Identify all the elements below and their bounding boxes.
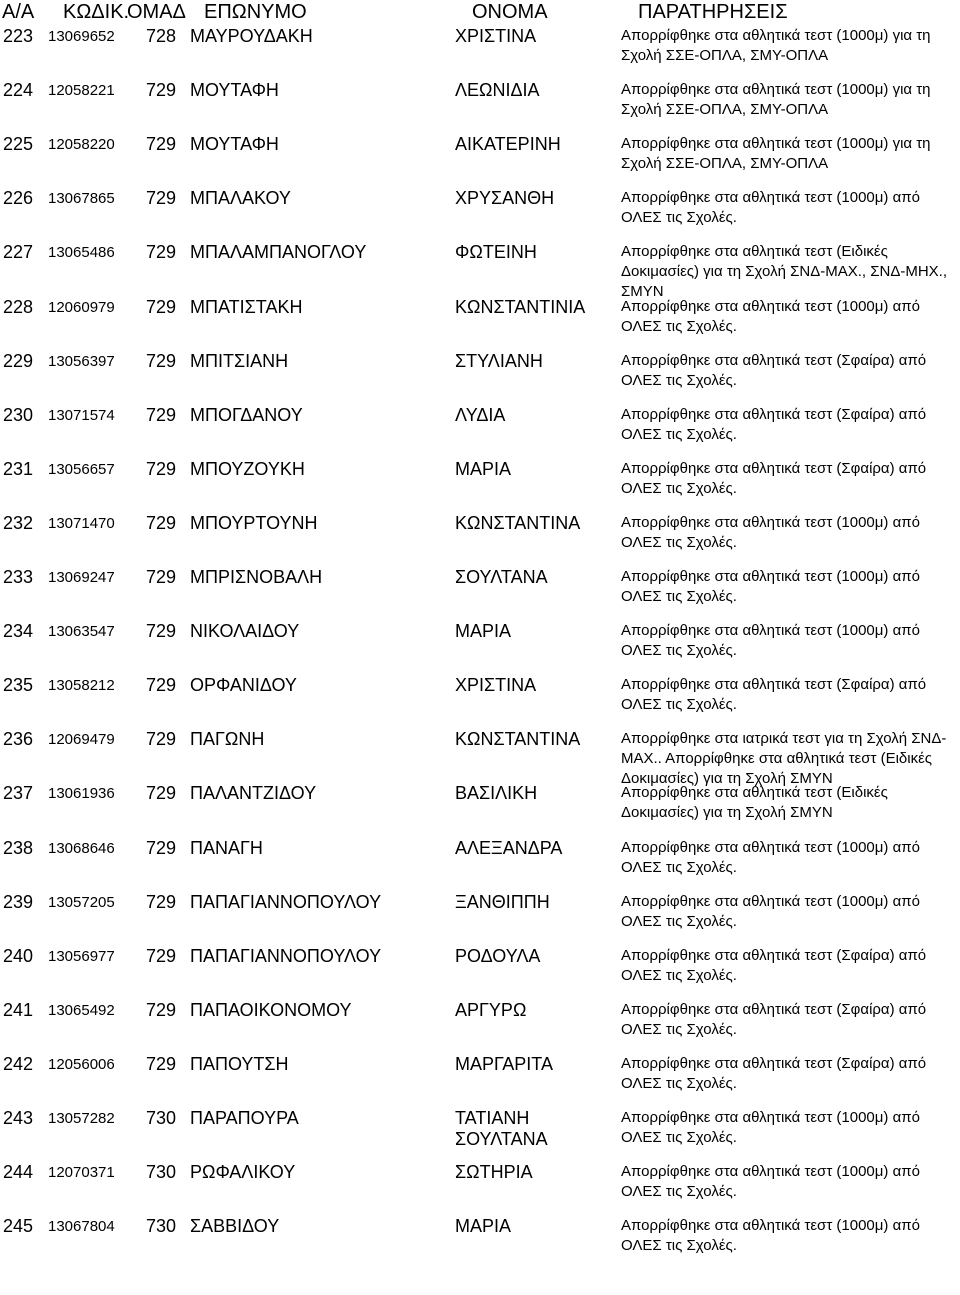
cell-paratiriseis: Απορρίφθηκε στα αθλητικά τεστ (Σφαίρα) από ΟΛΕΣ τις Σχολές. xyxy=(621,405,927,443)
cell-eponymo: ΜΑΥΡΟΥΔΑΚΗ xyxy=(190,26,313,46)
cell-kodikos: 12070371 xyxy=(48,1164,115,1182)
cell-omada: 730 xyxy=(146,1162,177,1183)
cell-omada: 729 xyxy=(146,945,177,966)
cell-kodikos: 13057205 xyxy=(48,893,115,911)
cell-omada: 729 xyxy=(146,675,177,696)
cell-aa: 224 xyxy=(3,80,34,101)
cell-kodikos: 12056006 xyxy=(48,1055,115,1073)
cell-aa: 245 xyxy=(3,1216,34,1237)
cell-aa: 240 xyxy=(3,945,34,966)
table-row xyxy=(0,729,960,788)
table-row xyxy=(0,1108,960,1162)
cell-paratiriseis: Απορρίφθηκε στα αθλητικά τεστ (1000μ) από ΟΛΕΣ τις Σχολές. xyxy=(621,513,920,551)
table-row xyxy=(0,297,960,351)
cell-kodikos: 13061936 xyxy=(48,785,115,803)
table-row xyxy=(0,1000,960,1054)
cell-eponymo: ΜΠΟΥΡΤΟΥΝΗ xyxy=(190,512,318,533)
cell-eponymo: ΠΑΠΑΟΙΚΟΝΟΜΟΥ xyxy=(190,999,352,1020)
cell-omada: 728 xyxy=(146,26,177,46)
cell-aa: 244 xyxy=(3,1162,34,1183)
cell-eponymo: ΜΟΥΤΑΦΗ xyxy=(190,80,279,101)
cell-paratiriseis: Απορρίφθηκε στα αθλητικά τεστ (Σφαίρα) από ΟΛΕΣ τις Σχολές. xyxy=(621,459,927,497)
cell-aa: 234 xyxy=(3,621,34,642)
cell-eponymo: ΝΙΚΟΛΑΙΔΟΥ xyxy=(190,621,300,642)
cell-eponymo: ΜΠΑΛΑΜΠΑΝΟΓΛΟΥ xyxy=(190,242,367,263)
cell-onoma: ΧΡΥΣΑΝΘΗ xyxy=(455,188,555,209)
cell-paratiriseis: Απορρίφθηκε στα αθλητικά τεστ (1000μ) από ΟΛΕΣ τις Σχολές. xyxy=(621,892,920,930)
cell-onoma: ΜΑΡΙΑ xyxy=(455,621,512,642)
table-row xyxy=(0,26,960,80)
cell-kodikos: 13065492 xyxy=(48,1001,115,1019)
cell-paratiriseis: Απορρίφθηκε στα αθλητικά τεστ (1000μ) από ΟΛΕΣ τις Σχολές. xyxy=(621,622,920,660)
table-row xyxy=(0,946,960,1000)
cell-paratiriseis: Απορρίφθηκε στα αθλητικά τεστ (Σφαίρα) από ΟΛΕΣ τις Σχολές. xyxy=(621,946,927,984)
header-onoma: ΟΝΟΜΑ xyxy=(472,1,548,23)
cell-aa: 226 xyxy=(3,188,34,209)
cell-aa: 223 xyxy=(3,26,34,46)
cell-paratiriseis: Απορρίφθηκε στα αθλητικά τεστ (1000μ) για τη Σχολή ΣΣΕ-ΟΠΛΑ, ΣΜΥ-ΟΠΛΑ xyxy=(621,135,931,173)
cell-eponymo: ΣΑΒΒΙΔΟΥ xyxy=(190,1216,280,1237)
table-row xyxy=(0,783,960,837)
table-row xyxy=(0,80,960,134)
cell-aa: 231 xyxy=(3,458,34,479)
cell-aa: 243 xyxy=(3,1108,34,1128)
cell-kodikos: 13067865 xyxy=(48,190,115,208)
cell-paratiriseis: Απορρίφθηκε στα αθλητικά τεστ (1000μ) από ΟΛΕΣ τις Σχολές. xyxy=(621,838,920,876)
table-row xyxy=(0,188,960,242)
cell-paratiriseis: Απορρίφθηκε στα αθλητικά τεστ (1000μ) από ΟΛΕΣ τις Σχολές. xyxy=(621,1163,920,1201)
cell-eponymo: ΠΑΠΑΓΙΑΝΝΟΠΟΥΛΟΥ xyxy=(190,891,382,912)
cell-kodikos: 12058220 xyxy=(48,136,115,154)
table-header xyxy=(0,0,960,26)
cell-aa: 230 xyxy=(3,404,34,425)
cell-omada: 729 xyxy=(146,783,177,804)
cell-eponymo: ΠΑΠΑΓΙΑΝΝΟΠΟΥΛΟΥ xyxy=(190,945,382,966)
cell-eponymo: ΜΠΑΤΙΣΤΑΚΗ xyxy=(190,296,303,317)
cell-onoma: ΑΡΓΥΡΩ xyxy=(455,999,527,1020)
cell-eponymo: ΠΑΠΟΥΤΣΗ xyxy=(190,1053,289,1074)
cell-omada: 729 xyxy=(146,729,177,750)
cell-aa: 238 xyxy=(3,837,34,858)
cell-eponymo: ΜΠΟΥΖΟΥΚΗ xyxy=(190,458,305,479)
cell-paratiriseis: Απορρίφθηκε στα αθλητικά τεστ (1000μ) από ΟΛΕΣ τις Σχολές. xyxy=(621,297,920,335)
cell-eponymo: ΠΑΡΑΠΟΥΡΑ xyxy=(190,1108,299,1128)
cell-onoma: ΜΑΡΙΑ xyxy=(455,458,512,479)
cell-omada: 729 xyxy=(146,1053,177,1074)
cell-omada: 729 xyxy=(146,404,177,425)
cell-onoma: ΚΩΝΣΤΑΝΤΙΝΑ xyxy=(455,512,581,533)
cell-kodikos: 12069479 xyxy=(48,731,115,749)
cell-paratiriseis: Απορρίφθηκε στα αθλητικά τεστ (Σφαίρα) από ΟΛΕΣ τις Σχολές. xyxy=(621,676,927,714)
cell-paratiriseis: Απορρίφθηκε στα αθλητικά τεστ (1000μ) από ΟΛΕΣ τις Σχολές. xyxy=(621,568,920,605)
cell-onoma: ΣΟΥΛΤΑΝΑ xyxy=(455,567,548,587)
cell-paratiriseis: Απορρίφθηκε στα αθλητικά τεστ (Σφαίρα) από ΟΛΕΣ τις Σχολές. xyxy=(621,1000,927,1038)
table-row xyxy=(0,351,960,405)
header-kodikos: ΚΩΔΙΚ. xyxy=(63,1,130,23)
cell-eponymo: ΠΑΝΑΓΗ xyxy=(190,837,263,858)
cell-paratiriseis: Απορρίφθηκε στα αθλητικά τεστ (1000μ) από ΟΛΕΣ τις Σχολές. xyxy=(621,189,920,227)
cell-onoma: ΞΑΝΘΙΠΠΗ xyxy=(455,891,550,912)
table-row xyxy=(0,892,960,946)
cell-eponymo: ΜΠΡΙΣΝΟΒΑΛΗ xyxy=(190,567,323,587)
cell-kodikos: 12058221 xyxy=(48,82,115,100)
table-row xyxy=(0,1216,960,1270)
cell-onoma: ΛΥΔΙΑ xyxy=(455,404,506,425)
table-row xyxy=(0,1054,960,1108)
cell-paratiriseis: Απορρίφθηκε στα αθλητικά τεστ (Σφαίρα) από ΟΛΕΣ τις Σχολές. xyxy=(621,1054,927,1092)
cell-aa: 229 xyxy=(3,350,34,371)
table-row xyxy=(0,134,960,188)
cell-kodikos: 13065486 xyxy=(48,244,115,262)
cell-kodikos: 13058212 xyxy=(48,677,115,695)
cell-onoma: ΧΡΙΣΤΙΝΑ xyxy=(455,675,537,696)
cell-aa: 239 xyxy=(3,891,34,912)
cell-aa: 241 xyxy=(3,999,34,1020)
cell-onoma: ΣΤΥΛΙΑΝΗ xyxy=(455,350,543,371)
cell-onoma: ΒΑΣΙΛΙΚΗ xyxy=(455,783,538,804)
cell-kodikos: 13057282 xyxy=(48,1110,115,1127)
cell-kodikos: 13056397 xyxy=(48,352,115,370)
cell-kodikos: 13068646 xyxy=(48,839,115,857)
cell-paratiriseis: Απορρίφθηκε στα αθλητικά τεστ (Ειδικές Δοκιμασίες) για τη Σχολή ΣΝΔ-ΜΑΧ., ΣΝΔ-ΜΗΧ., ΣΜΥΝ xyxy=(621,243,948,301)
table-row xyxy=(0,675,960,729)
cell-paratiriseis: Απορρίφθηκε στα αθλητικά τεστ (1000μ) για τη Σχολή ΣΣΕ-ΟΠΛΑ, ΣΜΥ-ΟΠΛΑ xyxy=(621,27,931,64)
cell-omada: 729 xyxy=(146,188,177,209)
cell-aa: 235 xyxy=(3,675,34,696)
cell-kodikos: 13069247 xyxy=(48,569,115,586)
table-row xyxy=(0,242,960,301)
cell-aa: 242 xyxy=(3,1053,34,1074)
cell-onoma: ΚΩΝΣΤΑΝΤΙΝΙΑ xyxy=(455,296,586,317)
cell-aa: 232 xyxy=(3,512,34,533)
cell-onoma: ΜΑΡΙΑ xyxy=(455,1216,512,1237)
cell-omada: 729 xyxy=(146,621,177,642)
cell-onoma: ΦΩΤΕΙΝΗ xyxy=(455,242,537,263)
cell-kodikos: 13063547 xyxy=(48,623,115,641)
cell-eponymo: ΠΑΛΑΝΤΖΙΔΟΥ xyxy=(190,783,317,804)
cell-kodikos: 13071574 xyxy=(48,406,115,424)
cell-onoma: ΛΕΩΝΙΔΙΑ xyxy=(455,80,540,101)
table-row xyxy=(0,513,960,567)
cell-omada: 729 xyxy=(146,512,177,533)
cell-kodikos: 13056657 xyxy=(48,460,115,478)
cell-omada: 730 xyxy=(146,1108,177,1128)
cell-onoma: ΡΟΔΟΥΛΑ xyxy=(455,945,541,966)
cell-omada: 729 xyxy=(146,458,177,479)
cell-omada: 729 xyxy=(146,350,177,371)
cell-omada: 729 xyxy=(146,134,177,155)
cell-kodikos: 12060979 xyxy=(48,298,115,316)
table-row xyxy=(0,1162,960,1216)
cell-eponymo: ΠΑΓΩΝΗ xyxy=(190,729,265,750)
header-omada: ΟΜΑΔ xyxy=(127,1,186,23)
header-eponymo: ΕΠΩΝΥΜΟ xyxy=(204,1,307,23)
cell-paratiriseis: Απορρίφθηκε στα ιατρικά τεστ για τη Σχολή ΣΝΔ-ΜΑΧ.. Απορρίφθηκε στα αθλητικά τεστ (Ειδικές Δοκιμασίες) για τη Σχολή ΣΜΥΝ xyxy=(621,730,947,788)
cell-onoma: ΤΑΤΙΑΝΗ ΣΟΥΛΤΑΝΑ xyxy=(455,1108,548,1149)
cell-onoma: ΧΡΙΣΤΙΝΑ xyxy=(455,26,537,46)
cell-onoma: ΑΛΕΞΑΝΔΡΑ xyxy=(455,837,563,858)
table-row xyxy=(0,621,960,675)
cell-onoma: ΚΩΝΣΤΑΝΤΙΝΑ xyxy=(455,729,581,750)
cell-aa: 225 xyxy=(3,134,34,155)
cell-paratiriseis: Απορρίφθηκε στα αθλητικά τεστ (1000μ) για τη Σχολή ΣΣΕ-ΟΠΛΑ, ΣΜΥ-ΟΠΛΑ xyxy=(621,81,931,119)
cell-kodikos: 13056977 xyxy=(48,947,115,965)
cell-kodikos: 13069652 xyxy=(48,28,115,45)
cell-aa: 227 xyxy=(3,242,34,263)
cell-omada: 729 xyxy=(146,80,177,101)
table-row xyxy=(0,567,960,621)
cell-eponymo: ΟΡΦΑΝΙΔΟΥ xyxy=(190,675,297,696)
table-row xyxy=(0,838,960,892)
table-row xyxy=(0,459,960,513)
cell-aa: 233 xyxy=(3,567,34,587)
cell-paratiriseis: Απορρίφθηκε στα αθλητικά τεστ (1000μ) από ΟΛΕΣ τις Σχολές. xyxy=(621,1109,920,1146)
cell-paratiriseis: Απορρίφθηκε στα αθλητικά τεστ (Σφαίρα) από ΟΛΕΣ τις Σχολές. xyxy=(621,351,927,389)
cell-omada: 729 xyxy=(146,837,177,858)
table-row xyxy=(0,405,960,459)
header-aa: Α/Α xyxy=(2,1,35,23)
cell-aa: 237 xyxy=(3,783,34,804)
cell-omada: 730 xyxy=(146,1216,177,1237)
cell-omada: 729 xyxy=(146,242,177,263)
cell-eponymo: ΜΠΟΓΔΑΝΟΥ xyxy=(190,404,303,425)
cell-onoma: ΜΑΡΓΑΡΙΤΑ xyxy=(455,1053,553,1074)
cell-eponymo: ΡΩΦΑΛΙΚΟΥ xyxy=(190,1162,296,1183)
cell-onoma: ΣΩΤΗΡΙΑ xyxy=(455,1162,533,1183)
cell-omada: 729 xyxy=(146,296,177,317)
header-paratiriseis: ΠΑΡΑΤΗΡΗΣΕΙΣ xyxy=(638,1,788,23)
cell-aa: 236 xyxy=(3,729,34,750)
cell-eponymo: ΜΠΙΤΣΙΑΝΗ xyxy=(190,350,289,371)
cell-paratiriseis: Απορρίφθηκε στα αθλητικά τεστ (1000μ) από ΟΛΕΣ τις Σχολές. xyxy=(621,1217,920,1255)
cell-eponymo: ΜΠΑΛΑΚΟΥ xyxy=(190,188,291,209)
cell-paratiriseis: Απορρίφθηκε στα αθλητικά τεστ (Ειδικές Δοκιμασίες) για τη Σχολή ΣΜΥΝ xyxy=(621,784,888,822)
cell-kodikos: 13071470 xyxy=(48,514,115,532)
cell-aa: 228 xyxy=(3,296,34,317)
cell-eponymo: ΜΟΥΤΑΦΗ xyxy=(190,134,279,155)
cell-omada: 729 xyxy=(146,999,177,1020)
cell-omada: 729 xyxy=(146,567,177,587)
cell-kodikos: 13067804 xyxy=(48,1218,115,1236)
cell-omada: 729 xyxy=(146,891,177,912)
cell-onoma: ΑΙΚΑΤΕΡΙΝΗ xyxy=(455,134,561,155)
